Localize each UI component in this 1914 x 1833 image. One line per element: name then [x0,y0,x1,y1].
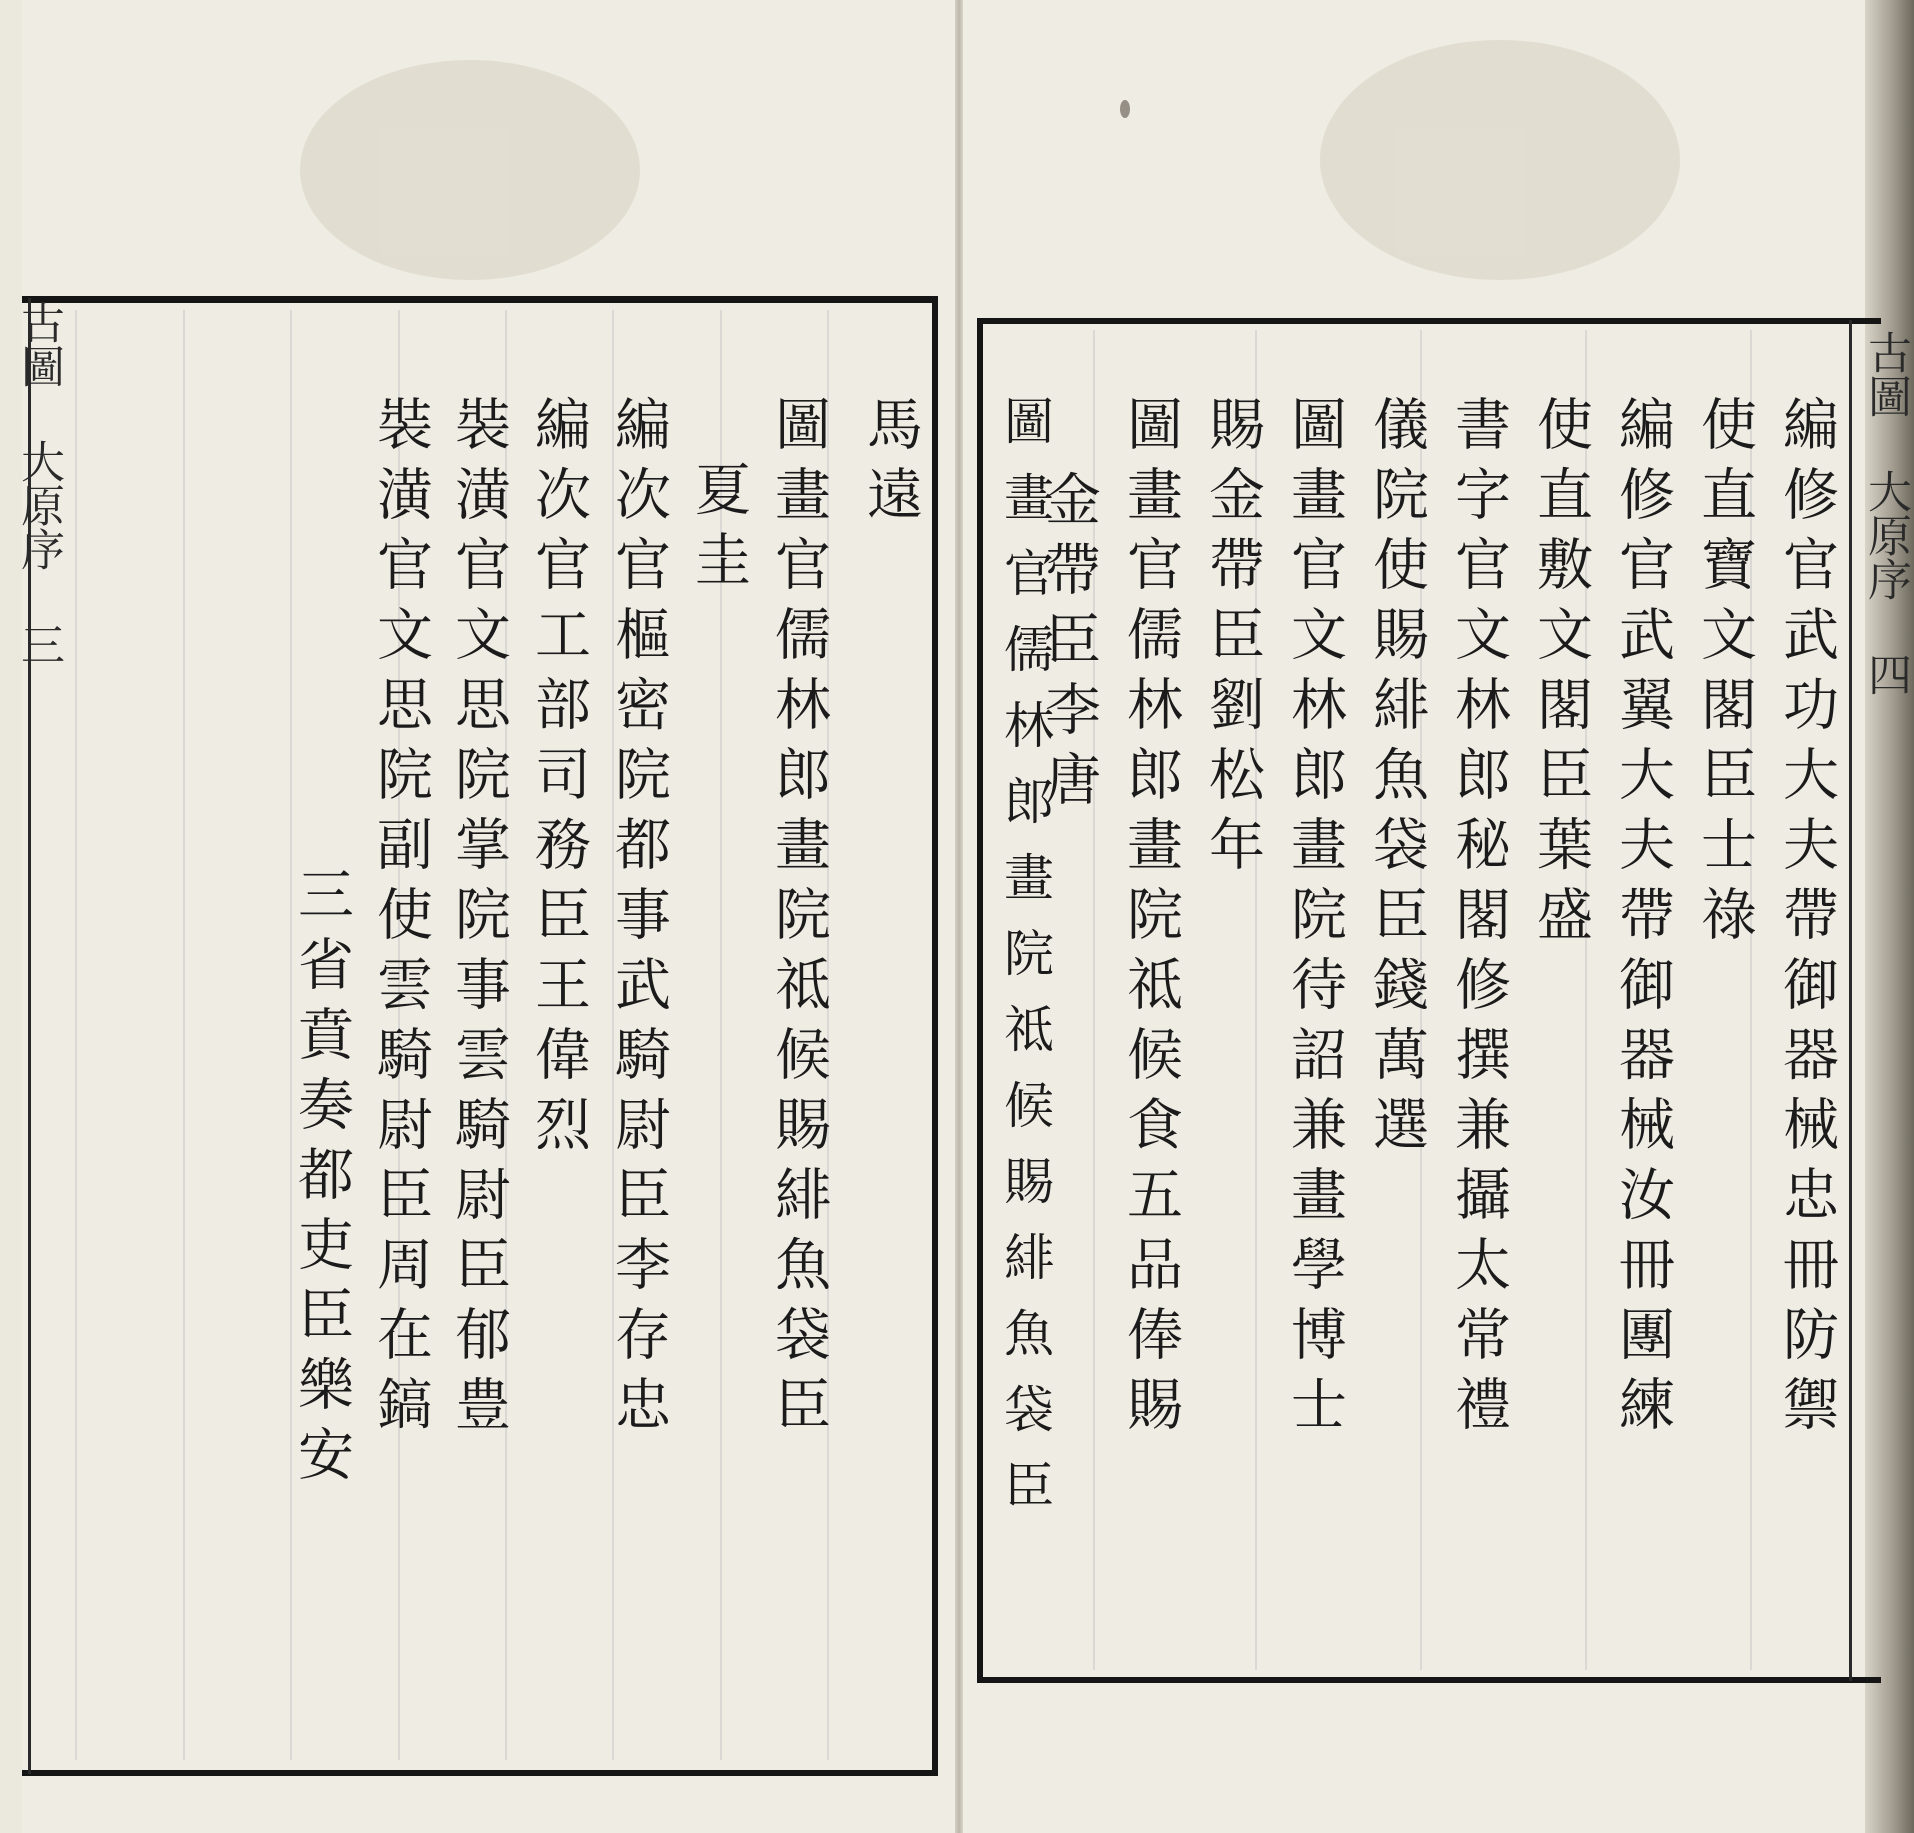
left-margin-text: 古圖 大原序 三 [13,300,64,666]
right-column-9: 圖畫官儒林郎畫院祗候食五品俸賜 [1118,395,1183,1445]
right-margin-rule [1849,320,1852,1681]
left-column-3: 夏圭 [686,460,751,600]
left-column-8: 三省賁奏都吏臣樂安 [289,865,354,1495]
right-column-10: 金帶臣李唐 [1036,470,1101,820]
paper-stain [300,60,640,280]
left-column-4: 編次官樞密院都事武騎尉臣李存忠 [606,395,671,1445]
right-column-2: 使直寶文閣臣士祿 [1692,395,1757,955]
left-column-1: 馬遠 [858,395,923,535]
right-column-11: 圖畫官儒林郎畫院祗候賜緋魚袋臣 [996,395,1054,1535]
left-column-2: 圖畫官儒林郎畫院祗候賜緋魚袋臣 [766,395,831,1445]
right-column-3: 編修官武翼大夫帶御器械汝冊團練 [1610,395,1675,1445]
left-column-6: 裝潢官文思院掌院事雲騎尉臣郁豊 [446,395,511,1445]
right-column-8: 賜金帶臣劉松年 [1200,395,1265,885]
right-margin-text: 古圖 大原序 四 [1860,330,1911,696]
right-column-6: 儀院使賜緋魚袋臣錢萬選 [1364,395,1429,1165]
left-column-7: 裝潢官文思院副使雲騎尉臣周在鎬 [368,395,433,1445]
right-column-4: 使直敷文閣臣葉盛 [1528,395,1593,955]
right-column-1: 編修官武功大夫帶御器械忠冊防禦 [1774,395,1839,1445]
book-gutter [955,0,963,1833]
paper-stain [1320,40,1680,280]
right-column-7: 圖畫官文林郎畫院待詔兼畫學博士 [1282,395,1347,1445]
ink-speck [1120,100,1130,118]
left-column-5: 編次官工部司務臣王偉烈 [526,395,591,1165]
right-column-5: 書字官文林郎秘閣修撰兼攝太常禮 [1446,395,1511,1445]
